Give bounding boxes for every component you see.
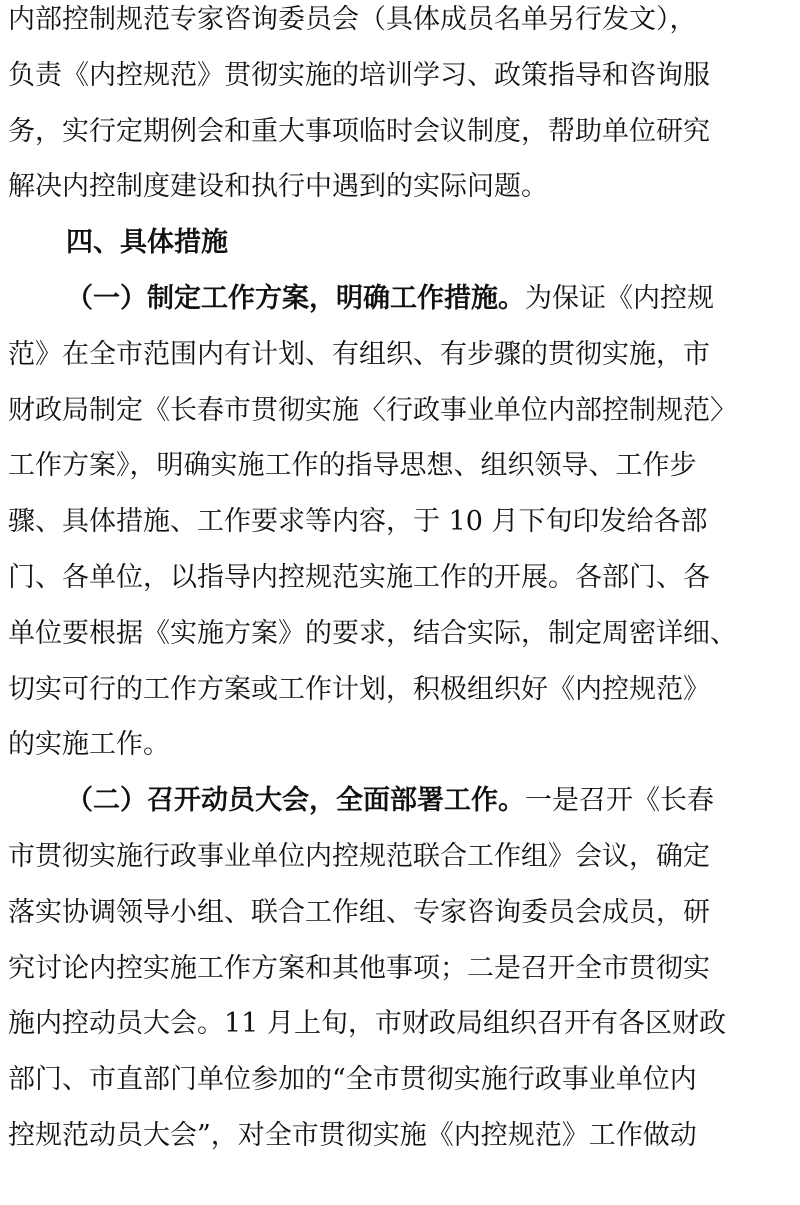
text-line: 负责《内控规范》贯彻实施的培训学习、政策指导和咨询服 (8, 59, 710, 91)
text-line: 财政局制定《长春市贯彻实施〈行政事业单位内部控制规范〉 (8, 394, 737, 426)
bold-lead: （二）召开动员大会，全面部署工作。 (66, 785, 525, 817)
text-line: 切实可行的工作方案或工作计划，积极组织好《内控规范》 (8, 673, 710, 705)
text-line: 务，实行定期例会和重大事项临时会议制度，帮助单位研究 (8, 115, 710, 147)
paragraph-first-line (8, 271, 788, 327)
text-line: 的实施工作。 (8, 729, 170, 761)
text-run: 为保证《内控规 (525, 282, 714, 314)
text-line: 部门、市直部门单位参加的“全市贯彻实施行政事业单位内 (8, 1064, 697, 1096)
text-line: 内部控制规范专家咨询委员会（具体成员名单另行发文）， (8, 4, 697, 35)
bold-lead: （一）制定工作方案，明确工作措施。 (66, 282, 525, 314)
text-line: 控规范动员大会”，对全市贯彻实施《内控规范》工作做动 (8, 1119, 697, 1151)
text-line: 门、各单位，以指导内控规范实施工作的开展。各部门、各 (8, 561, 710, 593)
section-heading: 四、具体措施 (66, 227, 228, 259)
text-line: 范》在全市范围内有计划、有组织、有步骤的贯彻实施，市 (8, 338, 710, 370)
text-line: 落实协调领导小组、联合工作组、专家咨询委员会成员，研 (8, 896, 710, 928)
text-line: 工作方案》，明确实施工作的指导思想、组织领导、工作步 (8, 450, 697, 482)
text-run: 一是召开《长春 (525, 785, 714, 817)
text-line: 解决内控制度建设和执行中遇到的实际问题。 (8, 171, 548, 203)
text-line: 市贯彻实施行政事业单位内控规范联合工作组》会议，确定 (8, 840, 710, 872)
text-line: 究讨论内控实施工作方案和其他事项；二是召开全市贯彻实 (8, 952, 710, 984)
text-line: 骤、具体措施、工作要求等内容，于 10 月下旬印发给各部 (8, 506, 708, 538)
text-line: 施内控动员大会。11 月上旬，市财政局组织召开有各区财政 (8, 1008, 726, 1040)
text-line: 单位要根据《实施方案》的要求，结合实际，制定周密详细、 (8, 617, 737, 649)
paragraph-first-line (8, 773, 788, 829)
